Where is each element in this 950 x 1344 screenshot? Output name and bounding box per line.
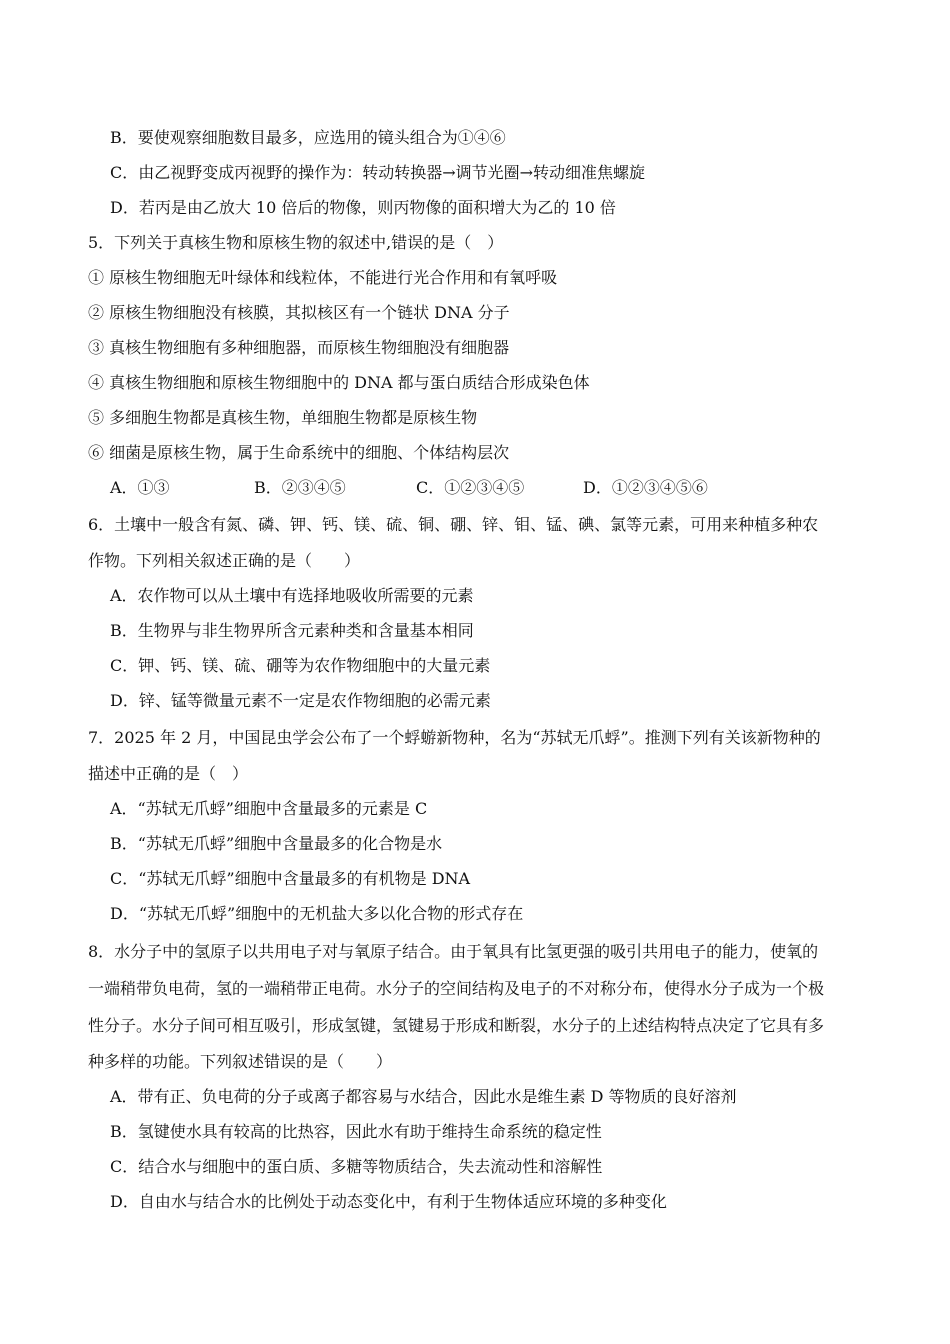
q4-option-c: C．由乙视野变成丙视野的操作为：转动转换器→调节光圈→转动细准焦螺旋 — [110, 163, 646, 182]
q5-statement-1: ① 原核生物细胞无叶绿体和线粒体，不能进行光合作用和有氧呼吸 — [88, 268, 558, 287]
q5-choice-d: D．①②③④⑤⑥ — [583, 478, 708, 497]
q5-choice-b: B．②③④⑤ — [254, 478, 346, 497]
q6-option-d: D．锌、锰等微量元素不一定是农作物细胞的必需元素 — [110, 691, 491, 710]
q8-option-d: D．自由水与结合水的比例处于动态变化中，有利于生物体适应环境的多种变化 — [110, 1192, 667, 1211]
q6-stem-line-2: 作物。下列相关叙述正确的是（ ） — [88, 551, 361, 570]
q4-option-b: B．要使观察细胞数目最多，应选用的镜头组合为①④⑥ — [110, 128, 506, 147]
q5-stem: 5．下列关于真核生物和原核生物的叙述中,错误的是（ ） — [88, 233, 504, 252]
q6-option-a: A．农作物可以从土壤中有选择地吸收所需要的元素 — [110, 586, 474, 605]
q6-option-b: B．生物界与非生物界所含元素种类和含量基本相同 — [110, 621, 474, 640]
q7-option-c: C．“苏轼无爪蜉”细胞中含量最多的有机物是 DNA — [110, 869, 471, 888]
q5-statement-3: ③ 真核生物细胞有多种细胞器，而原核生物细胞没有细胞器 — [88, 338, 510, 357]
q7-stem-line-2: 描述中正确的是（ ） — [88, 764, 249, 783]
q5-statement-6: ⑥ 细菌是原核生物，属于生命系统中的细胞、个体结构层次 — [88, 443, 510, 462]
q8-stem-line-3: 性分子。水分子间可相互吸引，形成氢键，氢键易于形成和断裂，水分子的上述结构特点决定了它具有多 — [88, 1016, 825, 1035]
q7-option-a: A．“苏轼无爪蜉”细胞中含量最多的元素是 C — [110, 799, 428, 818]
q8-option-c: C．结合水与细胞中的蛋白质、多糖等物质结合，失去流动性和溶解性 — [110, 1157, 603, 1176]
q7-option-d: D．“苏轼无爪蜉”细胞中的无机盐大多以化合物的形式存在 — [110, 904, 524, 923]
q5-statement-4: ④ 真核生物细胞和原核生物细胞中的 DNA 都与蛋白质结合形成染色体 — [88, 373, 590, 392]
q8-option-a: A．带有正、负电荷的分子或离子都容易与水结合，因此水是维生素 D 等物质的良好溶剂 — [110, 1087, 737, 1106]
q7-stem-line-1: 7．2025 年 2 月，中国昆虫学会公布了一个蜉蝣新物种，名为“苏轼无爪蜉”。推测下列有关该新物种的 — [88, 728, 821, 747]
q6-stem-line-1: 6．土壤中一般含有氮、磷、钾、钙、镁、硫、铜、硼、锌、钼、锰、碘、氯等元素，可用来种植多种农 — [88, 515, 819, 534]
q6-option-c: C．钾、钙、镁、硫、硼等为农作物细胞中的大量元素 — [110, 656, 491, 675]
q7-option-b: B．“苏轼无爪蜉”细胞中含量最多的化合物是水 — [110, 834, 443, 853]
q5-choices — [110, 478, 810, 498]
q5-statement-5: ⑤ 多细胞生物都是真核生物，单细胞生物都是原核生物 — [88, 408, 478, 427]
q4-option-d: D．若丙是由乙放大 10 倍后的物像，则丙物像的面积增大为乙的 10 倍 — [110, 198, 616, 217]
q5-choice-a: A．①③ — [110, 478, 170, 497]
q8-stem-line-4: 种多样的功能。下列叙述错误的是（ ） — [88, 1052, 393, 1071]
q8-stem-line-2: 一端稍带负电荷，氢的一端稍带正电荷。水分子的空间结构及电子的不对称分布，使得水分子成为一个极 — [88, 979, 825, 998]
q5-choice-c: C．①②③④⑤ — [416, 478, 525, 497]
q5-statement-2: ② 原核生物细胞没有核膜，其拟核区有一个链状 DNA 分子 — [88, 303, 510, 322]
q8-stem-line-1: 8．水分子中的氢原子以共用电子对与氧原子结合。由于氧具有比氢更强的吸引共用电子的能力，使氧的 — [88, 942, 819, 961]
q8-option-b: B．氢键使水具有较高的比热容，因此水有助于维持生命系统的稳定性 — [110, 1122, 602, 1141]
